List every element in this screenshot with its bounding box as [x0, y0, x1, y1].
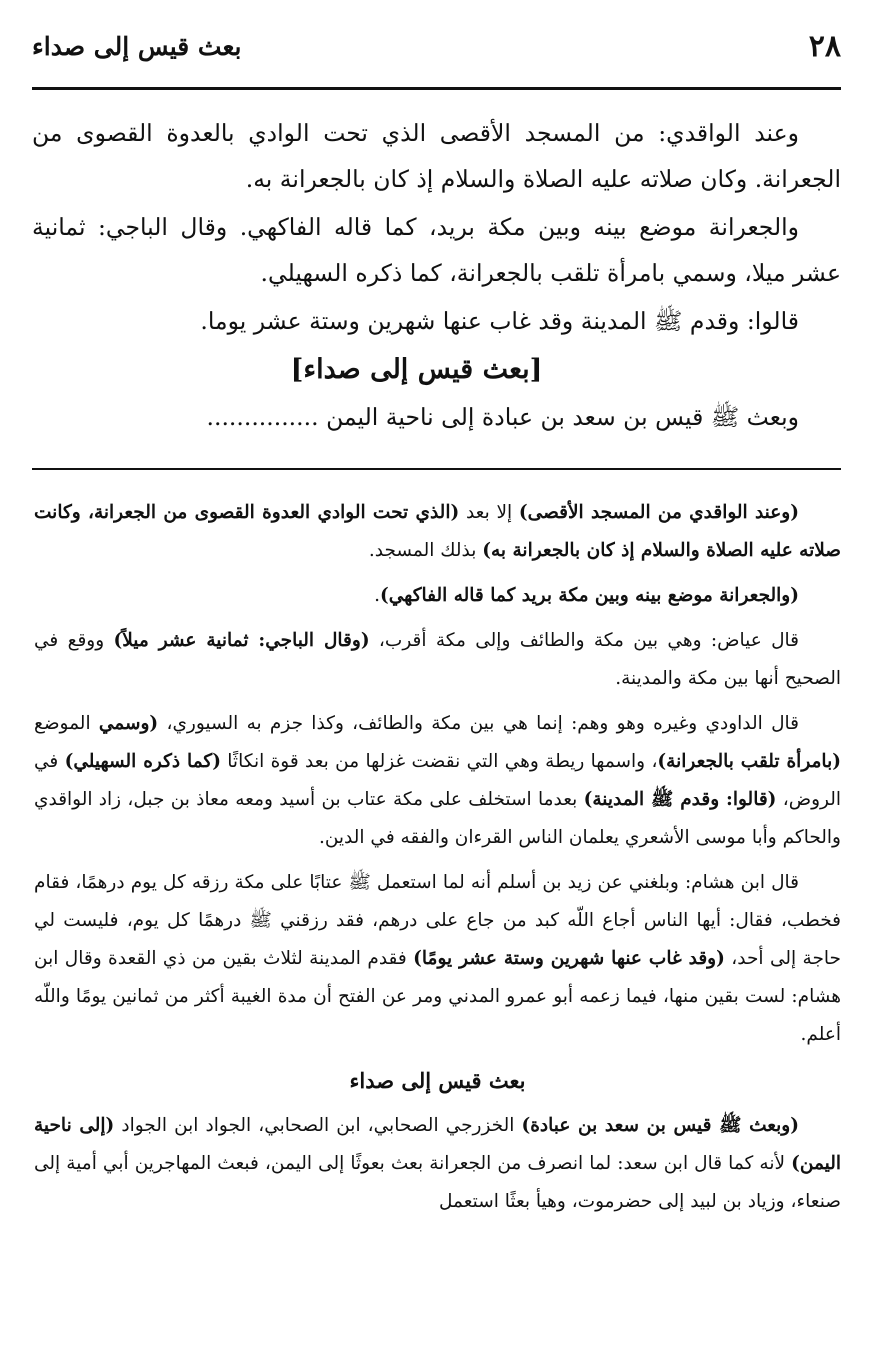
quoted-text: (والجعرانة موضع بينه وبين مكة بريد كما قاله الفاكهي) [380, 585, 799, 606]
commentary-text-run: لأنه كما قال ابن سعد: لما انصرف من الجعرانة بعث بعوثًا إلى اليمن، فبعث المهاجرين أبي أمية إلى صنعاء، وزياد بن لبيد إلى حضرموت، وهيأ بعثًا استعمل [34, 1153, 841, 1212]
main-paragraph [32, 394, 841, 440]
main-paragraph: وعند الواقدي: من المسجد الأقصى الذي تحت الوادي بالعدوة القصوى من الجعرانة. وكان صلاته عليه الصلاة والسلام إذ كان بالجعرانة به. [32, 119, 841, 193]
quoted-text: (بامرأة تلقب بالجعرانة) [657, 751, 841, 772]
commentary-text-run: ووقع في الصحيح أنها بين مكة والمدينة. [34, 630, 841, 689]
main-paragraph: والجعرانة موضع بينه وبين مكة بريد، كما قاله الفاكهي. وقال الباجي: ثمانية عشر ميلا، وسمي بامرأة تلقب بالجعرانة، كما ذكره السهيلي. [32, 213, 841, 287]
quoted-text: (قالوا: وقدم ﷺ المدينة) [583, 789, 777, 810]
quoted-text: (كما ذكره السهيلي) [64, 751, 221, 772]
continuation-dots: ............... [206, 403, 319, 431]
commentary-text-run: الموضع [34, 713, 99, 734]
quoted-text: (الذي تحت الوادي العدوة القصوى من الجعرانة، وكانت صلاته عليه الصلاة والسلام إذ كان بالجعرانة به) [34, 502, 841, 561]
section-heading: [بعث قيس إلى صداء] [290, 354, 543, 385]
commentary-paragraph [34, 705, 841, 857]
commentary-paragraph [34, 622, 841, 698]
quoted-text: (وقال الباجي: ثمانية عشر ميلاً) [113, 630, 370, 651]
commentary-text [34, 494, 841, 1228]
commentary-text-run: بذلك المسجد. [368, 540, 483, 561]
page-header [32, 20, 841, 72]
main-paragraph: قالوا: وقدم ﷺ المدينة وقد غاب عنها شهرين وستة عشر يوما. [200, 307, 799, 335]
main-text [32, 110, 841, 440]
commentary-heading: بعث قيس إلى صداء [349, 1068, 526, 1093]
running-title: بعث قيس إلى صداء [32, 31, 242, 61]
commentary-text-run: بعدما استخلف على مكة عتاب بن أسيد ومعه معاذ بن جبل، زاد الواقدي والحاكم وأبا موسى الأشعري يعلمان الناس القرءان والفقه في الدين. [34, 789, 841, 848]
commentary-text-run: قال عياض: وهي بين مكة والطائف وإلى مكة أقرب، [369, 630, 800, 651]
commentary-text-run: الخزرجي الصحابي، ابن الصحابي، الجواد ابن الجواد [114, 1115, 522, 1136]
commentary-paragraph [34, 1107, 841, 1221]
footnote-rule [32, 468, 841, 470]
commentary-paragraph [34, 864, 841, 1054]
quoted-text: (وعند الواقدي من المسجد الأقصى) [518, 502, 799, 523]
commentary-text-run: ، واسمها ريطة وهي التي نقضت غزلها من بعد قوة انكاثًا [220, 751, 658, 772]
page-number: ٢٨ [808, 28, 841, 64]
quoted-text: (وسمي [98, 713, 159, 734]
commentary-text-run: إلا بعد [459, 502, 519, 523]
commentary-text-run: فقدم المدينة لثلاث بقين من ذي القعدة وقال ابن هشام: لست بقين منها، فيما زعمه أبو عمرو المدني ومر عن الفتح أن مدة الغيبة أكثر من ثمانين يومًا واللّه أعلم. [34, 948, 841, 1045]
commentary-text-run: في الروض، [34, 751, 841, 810]
commentary-paragraph [34, 494, 841, 570]
quoted-text: (وبعث ﷺ قيس بن سعد بن عبادة) [521, 1115, 799, 1136]
quoted-text: (وقد غاب عنها شهرين وستة عشر يومًا) [413, 948, 725, 969]
header-rule [32, 87, 841, 90]
commentary-paragraph [34, 577, 841, 615]
main-text-line: وبعث ﷺ قيس بن سعد بن عبادة إلى ناحية اليمن [326, 403, 799, 431]
commentary-text-run: قال الداودي وغيره وهو وهم: إنما هي بين مكة والطائف، وكذا جزم به السيوري، [158, 713, 799, 734]
commentary-text-run: . [374, 585, 380, 606]
commentary-text-run: قال ابن هشام: وبلغني عن زيد بن أسلم أنه لما استعمل ﷺ عتابًا على مكة رزقه كل يوم درهمًا، فقام فخطب، فقال: أيها الناس أجاع اللّه كبد من جاع على درهم، فقد رزقني ﷺ درهمًا كل يوم، فليست لي حاجة إلى أحد، [34, 872, 841, 969]
quoted-text: (إلى ناحية اليمن) [34, 1115, 841, 1174]
